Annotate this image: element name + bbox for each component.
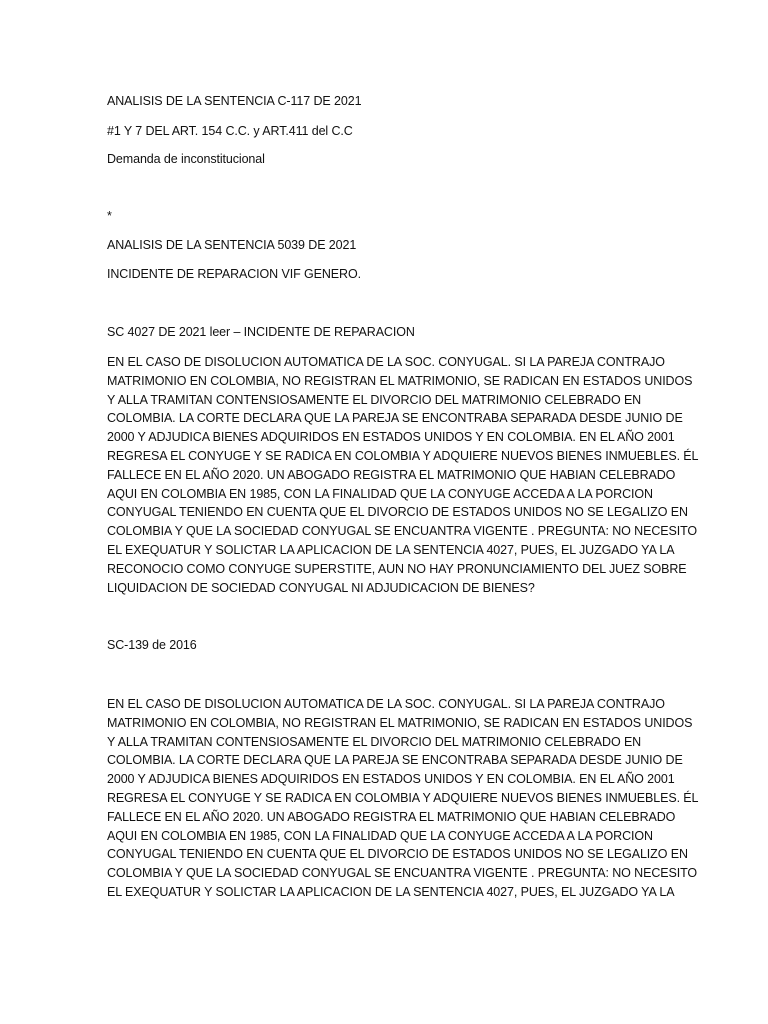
paragraph-line: COLOMBIA Y QUE LA SOCIEDAD CONYUGAL SE ENCUANTRA VIGENTE . PREGUNTA: NO NECESITO (107, 524, 698, 539)
paragraph-caso-1 (107, 353, 699, 597)
bullet-marker: * (107, 209, 112, 223)
paragraph-line: 2000 Y ADJUDICA BIENES ADQUIRIDOS EN ESTADOS UNIDOS Y EN COLOMBIA. EN EL AÑO 2001 (107, 430, 675, 445)
paragraph-line: Y ALLA TRAMITAN CONTENSIOSAMENTE EL DIVORCIO DEL MATRIMONIO CELEBRADO EN (107, 392, 642, 407)
paragraph-line: 2000 Y ADJUDICA BIENES ADQUIRIDOS EN ESTADOS UNIDOS Y EN COLOMBIA. EN EL AÑO 2001 (107, 772, 675, 787)
paragraph-line: REGRESA EL CONYUGE Y SE RADICA EN COLOMBIA Y ADQUIERE NUEVOS BIENES INMUEBLES. ÉL (107, 790, 699, 805)
paragraph-line: RECONOCIO COMO CONYUGE SUPERSTITE, AUN NO HAY PRONUNCIAMIENTO DEL JUEZ SOBRE (107, 561, 687, 576)
paragraph-line: MATRIMONIO EN COLOMBIA, NO REGISTRAN EL MATRIMONIO, SE RADICAN EN ESTADOS UNIDOS (107, 373, 693, 388)
paragraph-line: FALLECE EN EL AÑO 2020. UN ABOGADO REGISTRA EL MATRIMONIO QUE HABIAN CELEBRADO (107, 809, 676, 824)
paragraph-line: LIQUIDACION DE SOCIEDAD CONYUGAL NI ADJUDICACION DE BIENES? (107, 580, 535, 595)
paragraph-line: Y ALLA TRAMITAN CONTENSIOSAMENTE EL DIVORCIO DEL MATRIMONIO CELEBRADO EN (107, 734, 642, 749)
heading-articulos: #1 Y 7 DEL ART. 154 C.C. y ART.411 del C.C (107, 124, 353, 138)
heading-demanda: Demanda de inconstitucional (107, 152, 265, 166)
paragraph-line: COLOMBIA. LA CORTE DECLARA QUE LA PAREJA SE ENCONTRABA SEPARADA DESDE JUNIO DE (107, 753, 683, 768)
heading-sc4027: SC 4027 DE 2021 leer – INCIDENTE DE REPARACION (107, 325, 415, 339)
paragraph-line: EL EXEQUATUR Y SOLICTAR LA APLICACION DE LA SENTENCIA 4027, PUES, EL JUZGADO YA LA (107, 542, 675, 557)
paragraph-line: REGRESA EL CONYUGE Y SE RADICA EN COLOMBIA Y ADQUIERE NUEVOS BIENES INMUEBLES. ÉL (107, 448, 699, 463)
paragraph-line: EL EXEQUATUR Y SOLICTAR LA APLICACION DE LA SENTENCIA 4027, PUES, EL JUZGADO YA LA (107, 884, 675, 899)
paragraph-line: COLOMBIA. LA CORTE DECLARA QUE LA PAREJA SE ENCONTRABA SEPARADA DESDE JUNIO DE (107, 411, 683, 426)
paragraph-line: MATRIMONIO EN COLOMBIA, NO REGISTRAN EL MATRIMONIO, SE RADICAN EN ESTADOS UNIDOS (107, 715, 693, 730)
heading-incidente-vif: INCIDENTE DE REPARACION VIF GENERO. (107, 267, 361, 281)
paragraph-line: AQUI EN COLOMBIA EN 1985, CON LA FINALIDAD QUE LA CONYUGE ACCEDA A LA PORCION (107, 486, 653, 501)
paragraph-line: AQUI EN COLOMBIA EN 1985, CON LA FINALIDAD QUE LA CONYUGE ACCEDA A LA PORCION (107, 828, 653, 843)
heading-sentencia-5039: ANALISIS DE LA SENTENCIA 5039 DE 2021 (107, 238, 357, 252)
paragraph-line: COLOMBIA Y QUE LA SOCIEDAD CONYUGAL SE ENCUANTRA VIGENTE . PREGUNTA: NO NECESITO (107, 866, 698, 881)
paragraph-caso-2 (107, 695, 699, 902)
paragraph-line: CONYUGAL TENIENDO EN CUENTA QUE EL DIVORCIO DE ESTADOS UNIDOS NO SE LEGALIZO EN (107, 505, 688, 520)
heading-sc139: SC-139 de 2016 (107, 638, 197, 652)
paragraph-line: EN EL CASO DE DISOLUCION AUTOMATICA DE LA SOC. CONYUGAL. SI LA PAREJA CONTRAJO (107, 355, 665, 369)
paragraph-line: EN EL CASO DE DISOLUCION AUTOMATICA DE LA SOC. CONYUGAL. SI LA PAREJA CONTRAJO (107, 697, 665, 711)
heading-sentencia-c117: ANALISIS DE LA SENTENCIA C-117 DE 2021 (107, 94, 362, 108)
paragraph-line: CONYUGAL TENIENDO EN CUENTA QUE EL DIVORCIO DE ESTADOS UNIDOS NO SE LEGALIZO EN (107, 847, 688, 862)
paragraph-line: FALLECE EN EL AÑO 2020. UN ABOGADO REGISTRA EL MATRIMONIO QUE HABIAN CELEBRADO (107, 467, 676, 482)
